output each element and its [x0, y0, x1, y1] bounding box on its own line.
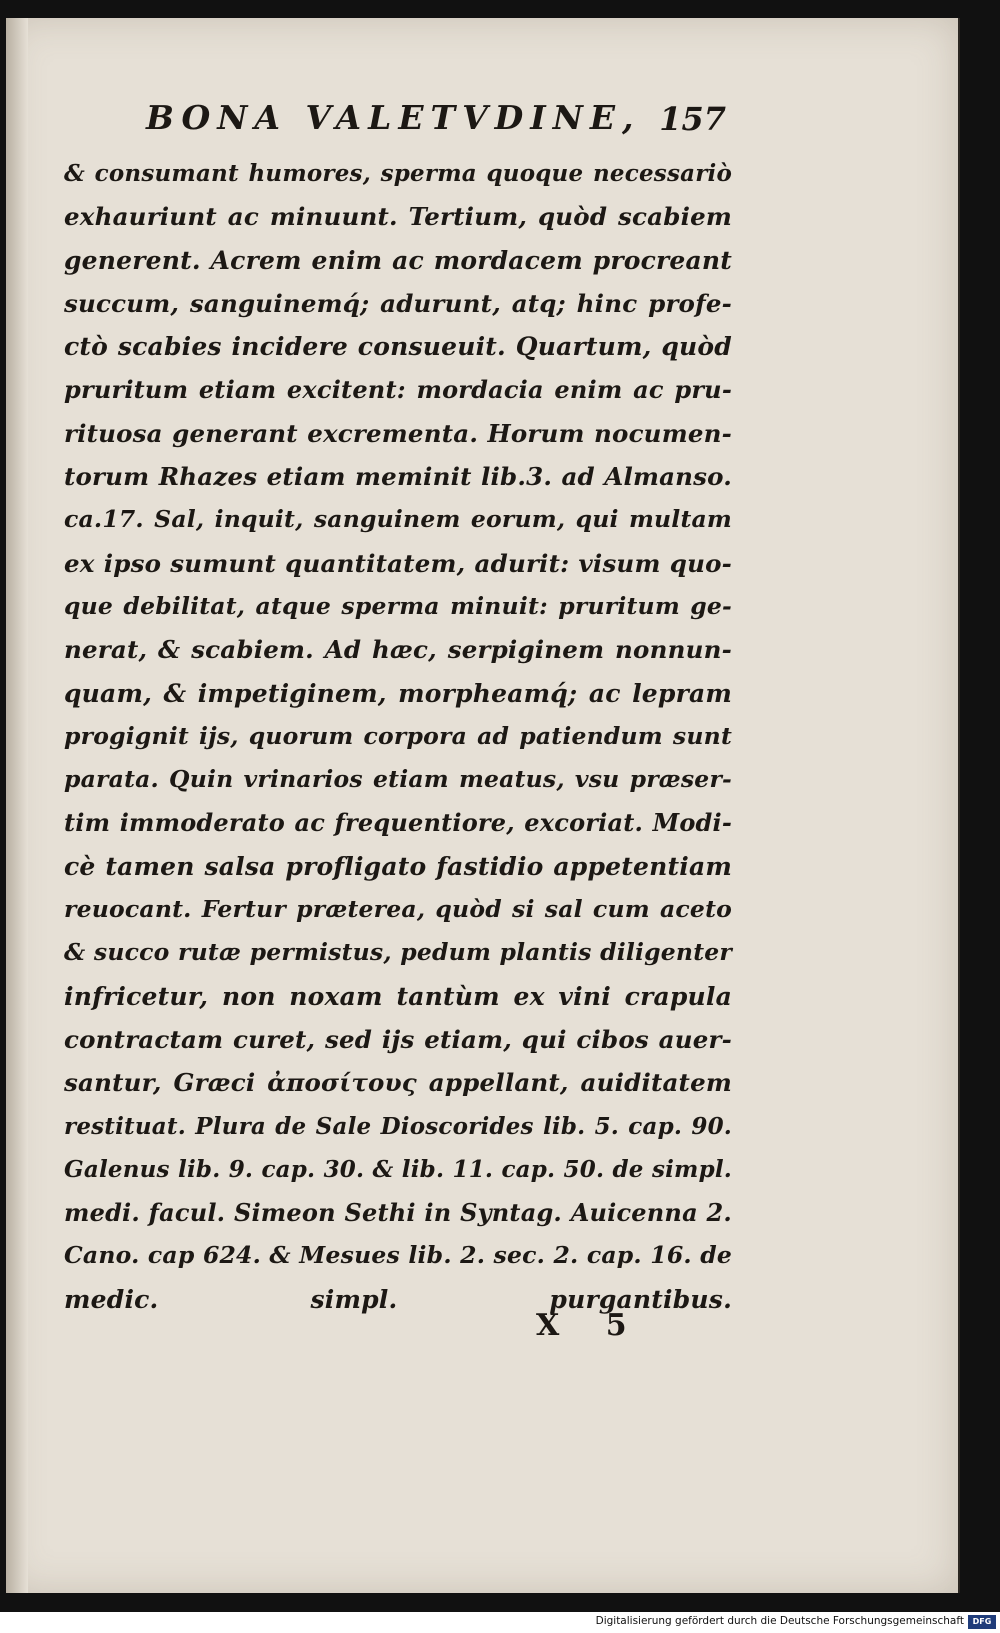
- text-line: & succo rutæ permistus, pedum plantis diligenter: [64, 938, 732, 967]
- text-line: succum, sanguinemq́; adurunt, atq; hinc profe-: [64, 288, 732, 318]
- text-line: quam, & impetiginem, morpheamq́; ac lepram: [64, 678, 732, 708]
- text-line: restituat. Plura de Sale Dioscorides lib. 5. cap. 90.: [64, 1112, 732, 1140]
- text-line: parata. Quin vrinarios etiam meatus, vsu præser-: [64, 765, 732, 794]
- text-line: exhauriunt ac minuunt. Tertium, quòd scabiem: [64, 202, 732, 232]
- text-line: infricetur, non noxam tantùm ex vini crapula: [64, 981, 732, 1011]
- page-number: 157: [659, 100, 726, 138]
- digitization-credit: Digitalisierung gefördert durch die Deutsche Forschungsgemeinschaft: [595, 1615, 964, 1627]
- page-gutter: [6, 18, 28, 1593]
- text-line: nerat, & scabiem. Ad hæc, serpiginem nonnun-: [64, 635, 732, 665]
- text-line: ex ipso sumunt quantitatem, adurit: visum quo-: [64, 548, 732, 578]
- text-line: que debilitat, atque sperma minuit: pruritum ge-: [64, 591, 732, 620]
- text-line: reuocant. Fertur præterea, quòd si sal cum aceto: [64, 895, 732, 924]
- text-line: tim immoderato ac frequentiore, excoriat. Modi-: [64, 808, 732, 838]
- text-line: rituosa generant excrementa. Horum nocumen-: [64, 418, 732, 448]
- body-text: [64, 152, 732, 1321]
- running-title: BONA VALETVDINE,: [146, 98, 641, 137]
- text-line: Cano. cap 624. & Mesues lib. 2. sec. 2. cap. 16. de: [64, 1241, 732, 1270]
- footer-bar: [0, 1612, 1000, 1633]
- text-line: progignit ijs, quorum corpora ad patiendum sunt: [64, 721, 732, 750]
- text-line: & consumant humores, sperma quoque necessariò: [64, 160, 732, 187]
- text-line: cè tamen salsa profligato fastidio appetentiam: [64, 851, 732, 881]
- text-line: generent. Acrem enim ac mordacem procreant: [64, 245, 732, 275]
- text-line: ctò scabies incidere consueuit. Quartum, quòd: [64, 332, 732, 362]
- dfg-logo: DFG: [968, 1615, 996, 1629]
- text-line: pruritum etiam excitent: mordacia enim ac pru-: [64, 375, 732, 405]
- text-line: ca.17. Sal, inquit, sanguinem eorum, qui multam: [64, 505, 732, 534]
- text-line: contractam curet, sed ijs etiam, qui cibos auer-: [64, 1024, 732, 1054]
- text-line: torum Rhazes etiam meminit lib.3. ad Almanso.: [64, 462, 732, 492]
- page-header: [146, 90, 726, 142]
- book-page: [6, 18, 960, 1593]
- text-line: medic. simpl. purgantibus.: [64, 1284, 732, 1314]
- text-line: medi. facul. Simeon Sethi in Syntag. Auicenna 2.: [64, 1198, 732, 1228]
- text-line: santur, Græci ἀποσίτους appellant, auiditatem: [64, 1068, 732, 1098]
- signature-mark: X 5: [536, 1308, 645, 1343]
- text-line: Galenus lib. 9. cap. 30. & lib. 11. cap. 50. de simpl.: [64, 1155, 732, 1183]
